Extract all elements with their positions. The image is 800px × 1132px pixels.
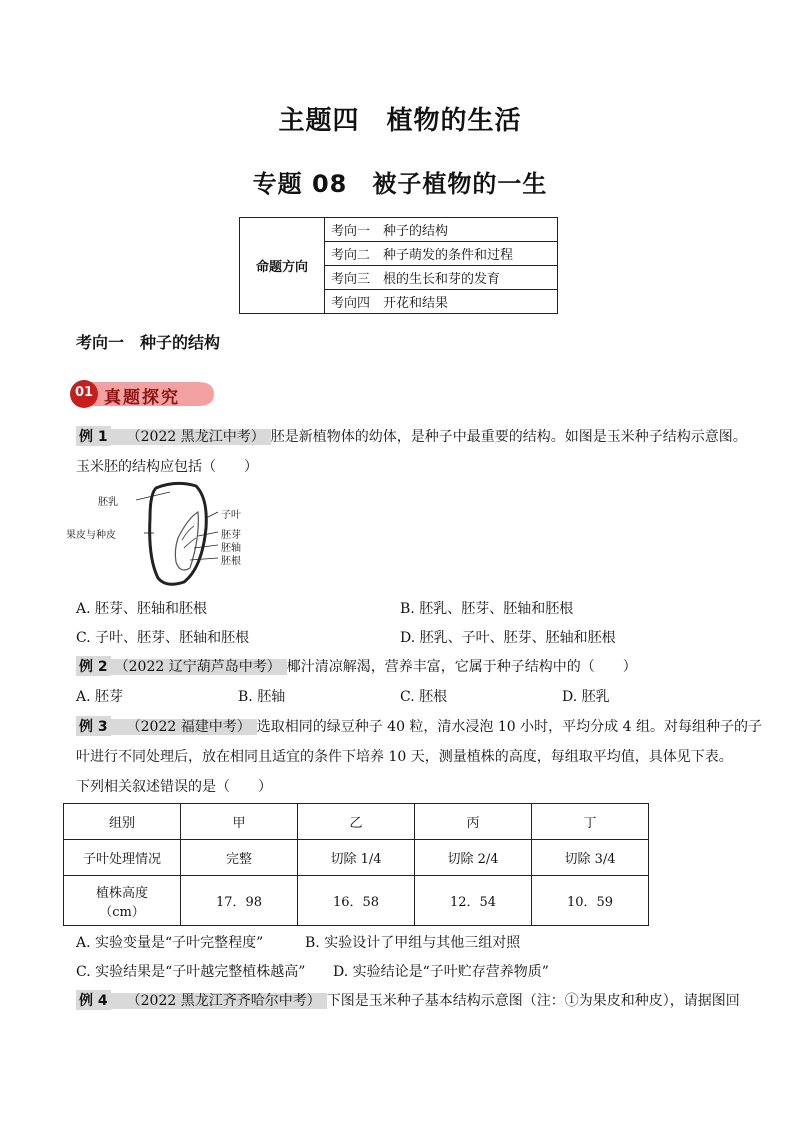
ex2-option-c: C. 胚根 xyxy=(400,689,448,705)
ex1-tag: 例 1 xyxy=(76,426,111,446)
table-cell: 组别 xyxy=(64,804,181,840)
table-cell: 16．58 xyxy=(298,876,415,926)
ex3-text3: 下列相关叙述错误的是（ ） xyxy=(76,779,272,795)
table-cell: 完整 xyxy=(181,840,298,876)
direction-item: 考向一 种子的结构 xyxy=(325,218,558,242)
ex2-line xyxy=(76,656,637,676)
ex1-option-d: D. 胚乳、子叶、胚芽、胚轴和胚根 xyxy=(400,630,616,646)
fig-label-radicle: 胚根 xyxy=(221,556,241,567)
direction-item: 考向四 开花和结果 xyxy=(325,290,558,314)
ex2-option-d: D. 胚乳 xyxy=(562,689,610,705)
ex4-text: 下图是玉米种子基本结构示意图（注：①为果皮和种皮），请据图回 xyxy=(326,993,740,1009)
ex2-source: （2022 辽宁葫芦岛中考） xyxy=(111,659,287,675)
ex2-option-b: B. 胚轴 xyxy=(238,689,286,705)
ex4-tag: 例 4 xyxy=(76,990,111,1010)
fig-label-plumule: 胚芽 xyxy=(221,530,241,541)
ex1-option-b: B. 胚乳、胚芽、胚轴和胚根 xyxy=(400,601,574,617)
banner-number: 01 xyxy=(75,385,94,400)
table-cell: 丁 xyxy=(532,804,649,840)
directions-table xyxy=(239,217,558,314)
table-cell: 切除 1/4 xyxy=(298,840,415,876)
table-cell: 乙 xyxy=(298,804,415,840)
ex1-line1 xyxy=(76,426,747,446)
ex1-text2: 玉米胚的结构应包括（ ） xyxy=(76,459,258,475)
ex4-line xyxy=(76,990,740,1010)
row-head-b: （cm） xyxy=(99,904,145,920)
table-cell: 甲 xyxy=(181,804,298,840)
ex1-source: （2022 黑龙江中考） xyxy=(111,429,271,445)
direction-item: 考向二 种子萌发的条件和过程 xyxy=(325,242,558,266)
table-cell: 切除 3/4 xyxy=(532,840,649,876)
table-cell: 切除 2/4 xyxy=(415,840,532,876)
table-cell: 丙 xyxy=(415,804,532,840)
ex3-option-b: B. 实验设计了甲组与其他三组对照 xyxy=(305,935,521,951)
directions-head: 命题方向 xyxy=(240,218,325,314)
ex3-text2: 叶进行不同处理后，放在相同且适宜的条件下培养 10 天，测量植株的高度，每组取平均值，具体见下表。 xyxy=(76,749,733,765)
table-cell: 17．98 xyxy=(181,876,298,926)
section-title: 考向一 种子的结构 xyxy=(76,333,221,352)
ex3-option-a: A. 实验变量是“子叶完整程度” xyxy=(76,935,264,951)
fig-label-seedcoat: 果皮与种皮 xyxy=(66,530,116,541)
main-title: 主题四 植物的生活 xyxy=(278,106,522,136)
fig-label-endosperm: 胚乳 xyxy=(98,497,118,508)
ex4-source: （2022 黑龙江齐齐哈尔中考） xyxy=(111,993,327,1009)
direction-item: 考向三 根的生长和芽的发育 xyxy=(325,266,558,290)
table-cell: 12．54 xyxy=(415,876,532,926)
ex3-option-d: D. 实验结论是“子叶贮存营养物质” xyxy=(333,964,549,980)
ex1-option-a: A. 胚芽、胚轴和胚根 xyxy=(76,601,208,617)
table-cell: 子叶处理情况 xyxy=(64,840,181,876)
fig-label-cotyledon: 子叶 xyxy=(221,510,241,521)
table-cell xyxy=(64,876,181,926)
ex2-tag: 例 2 xyxy=(76,656,111,676)
ex3-tag: 例 3 xyxy=(76,716,111,736)
ex3-text1: 选取相同的绿豆种子 40 粒，清水浸泡 10 小时，平均分成 4 组。对每组种子的子 xyxy=(256,719,762,735)
banner-text: 真题探究 xyxy=(104,388,180,408)
table-cell: 10．59 xyxy=(532,876,649,926)
ex3-source: （2022 福建中考） xyxy=(111,719,257,735)
sub-title: 专题 08 被子植物的一生 xyxy=(252,170,548,198)
ex3-option-c: C. 实验结果是“子叶越完整植株越高” xyxy=(76,964,306,980)
ex3-line1 xyxy=(76,716,762,736)
ex1-option-c: C. 子叶、胚芽、胚轴和胚根 xyxy=(76,630,250,646)
ex2-option-a: A. 胚芽 xyxy=(76,689,124,705)
row-head-a: 植株高度 xyxy=(95,885,148,901)
section-banner xyxy=(70,378,215,410)
fig-label-hypocotyl: 胚轴 xyxy=(221,543,241,554)
corn-seed-figure xyxy=(66,478,306,590)
ex1-text1: 胚是新植物体的幼体，是种子中最重要的结构。如图是玉米种子结构示意图。 xyxy=(270,429,747,445)
ex2-text: 椰汁清凉解渴，营养丰富，它属于种子结构中的（ ） xyxy=(286,659,637,675)
experiment-table xyxy=(63,803,649,926)
